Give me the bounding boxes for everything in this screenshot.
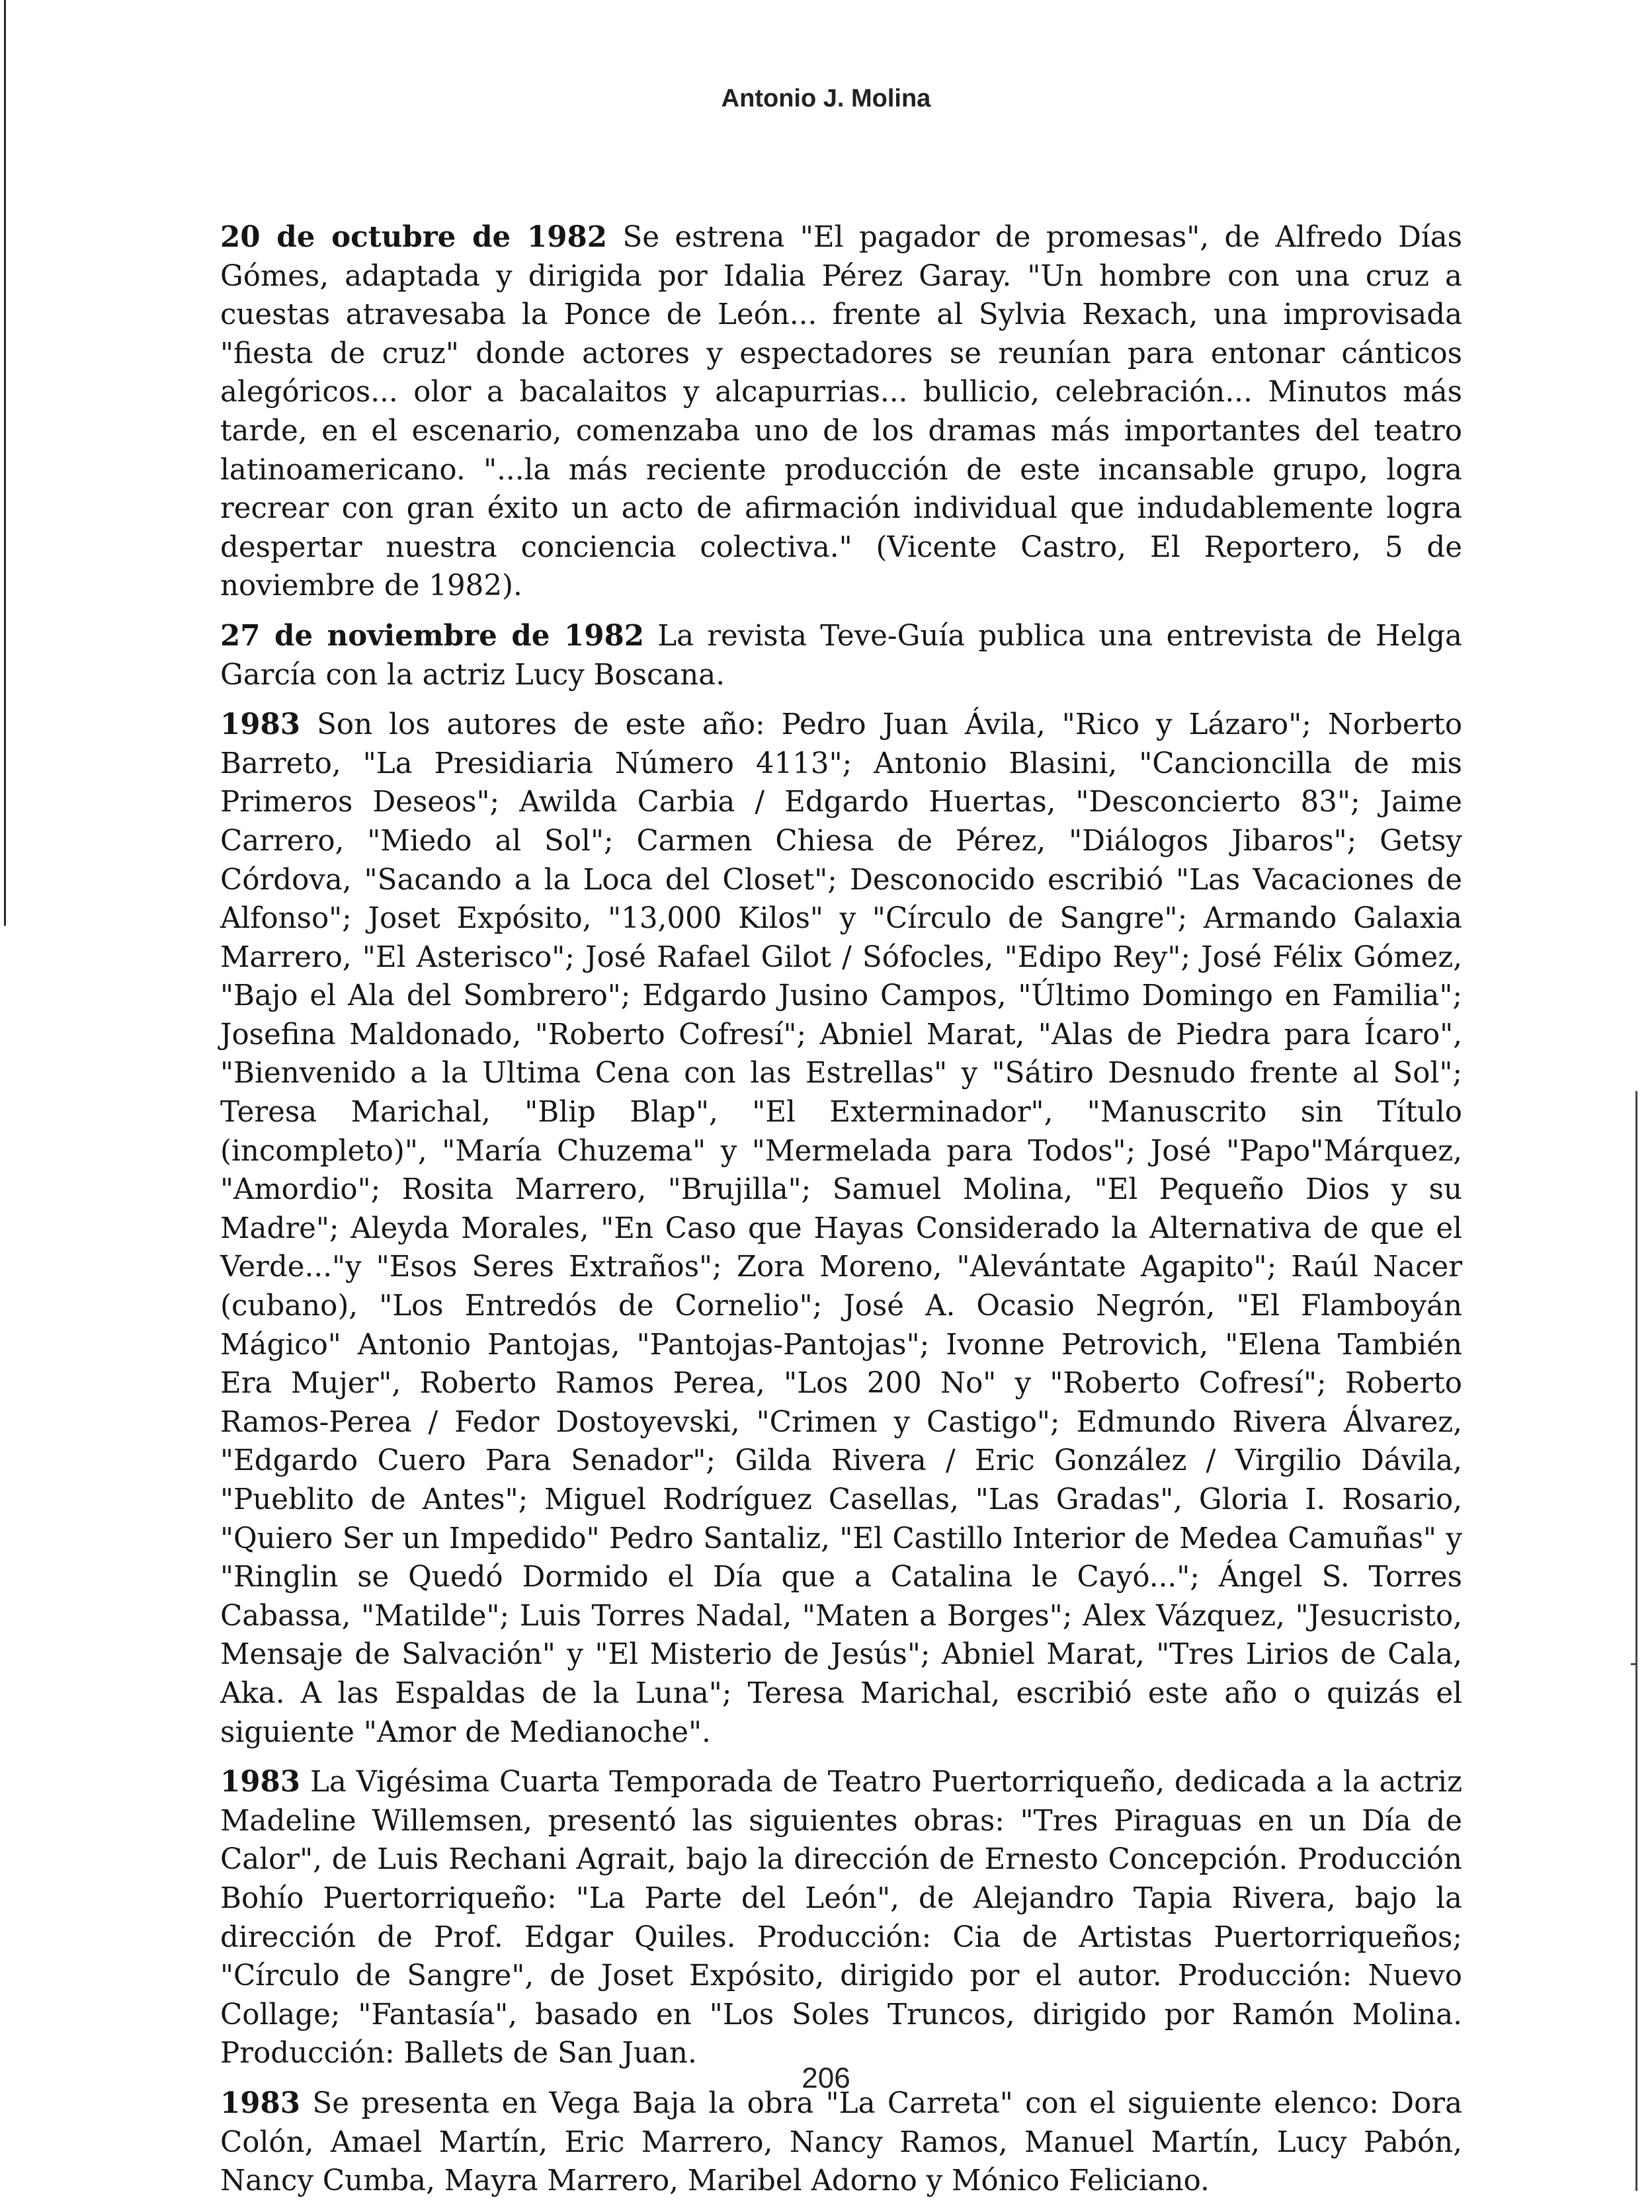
- entry-date: 27 de noviembre de 1982: [220, 618, 645, 653]
- entry-date: 20 de octubre de 1982: [220, 220, 608, 254]
- entry-1982-10-20: [220, 218, 1462, 606]
- entry-text: La Vigésima Cuarta Temporada de Teatro Puertorriqueño, dedicada a la actriz Madeline Willemsen, presentó las siguientes obras: "Tres Piraguas en un Día de Calor", de Luis Rechani Agrait, bajo la dirección de Ernesto Concepción. Producción Bohío Puertorriqueño: "La Parte del León", de Alejandro Tapia Rivera, bajo la dirección de Prof. Edgar Quiles. Producción: Cia de Artistas Puertorriqueños; "Círculo de Sangre", de Joset Expósito, dirigido por el autor. Producción: Nuevo Collage; "Fantasía", basado en "Los Soles Truncos, dirigido por Ramón Molina. Producción: Ballets de San Juan.: [220, 1766, 1463, 2070]
- entry-date: 1983: [220, 2086, 301, 2120]
- entry-1983-temporada: [220, 1763, 1462, 2073]
- entry-1983-vega-baja: [220, 2084, 1462, 2201]
- chronology-body: [220, 218, 1462, 2212]
- entry-date: 1983: [220, 1765, 301, 1799]
- running-header: Antonio J. Molina: [721, 85, 931, 112]
- entry-text: Se estrena "El pagador de promesas", de Alfredo Días Gómes, adaptada y dirigida por Idalia Pérez Garay. "Un hombre con una cruz a cuestas atravesaba la Ponce de León... frente al Sylvia Rexach, una improvisada "fiesta de cruz" donde actores y espectadores se reunían para entonar cánticos alegóricos... olor a bacalaitos y alcapurrias... bullicio, celebración... Minutos más tarde, en el escenario, comenzaba uno de los dramas más importantes del teatro latinoamericano. "...la más reciente producción de este incansable grupo, logra recrear con gran éxito un acto de afirmación individual que indudablemente logra despertar nuestra conciencia colectiva." (Vicente Castro, El Reportero, 5 de noviembre de 1982).: [220, 221, 1462, 603]
- entry-text: La revista Teve-Guía publica una entrevista de Helga García con la actriz Lucy Boscana.: [220, 619, 1462, 692]
- scan-edge-left: [4, 0, 6, 926]
- entry-text: Son los autores de este año: Pedro Juan Ávila, "Rico y Lázaro"; Norberto Barreto, "La Presidiaria Número 4113"; Antonio Blasini, "Cancioncilla de mis Primeros Deseos"; Awilda Carbia / Edgardo Huertas, "Desconcierto 83"; Jaime Carrero, "Miedo al Sol"; Carmen Chiesa de Pérez, "Diálogos Jibaros"; Getsy Córdova, "Sacando a la Loca del Closet"; Desconocido escribió "Las Vacaciones de Alfonso"; Joset Expósito, "13,000 Kilos" y "Círculo de Sangre"; Armando Galaxia Marrero, "El Asterisco"; José Rafael Gilot / Sófocles, "Edipo Rey"; José Félix Gómez, "Bajo el Ala del Sombrero"; Edgardo Jusino Campos, "Último Domingo en Familia"; Josefina Maldonado, "Roberto Cofresí"; Abniel Marat, "Alas de Piedra para Ícaro", "Bienvenido a la Ultima Cena con las Estrellas" y "Sátiro Desnudo frente al Sol"; Teresa Marichal, "Blip Blap", "El Exterminador", "Manuscrito sin Título (incompleto)", "María Chuzema" y "Mermelada para Todos"; José "Papo"Márquez, "Amordio"; Rosita Marrero, "Brujilla"; Samuel Molina, "El Pequeño Dios y su Madre"; Aleyda Morales, "En Caso que Hayas Considerado la Alternativa de que el Verde..."y "Esos Seres Extraños"; Zora Moreno, "Alevántate Agapito"; Raúl Nacer (cubano), "Los Entredós de Cornelio"; José A. Ocasio Negrón, "El Flamboyán Mágico" Antonio Pantojas, "Pantojas-Pantojas"; Ivonne Petrovich, "Elena También Era Mujer", Roberto Ramos Perea, "Los 200 No" y "Roberto Cofresí"; Roberto Ramos-Perea / Fedor Dostoyevski, "Crimen y Castigo"; Edmundo Rivera Álvarez, "Edgardo Cuero Para Senador"; Gilda Rivera / Eric González / Virgilio Dávila, "Pueblito de Antes"; Miguel Rodríguez Casellas, "Las Gradas", Gloria I. Rosario, "Quiero Ser un Impedido" Pedro Santaliz, "El Castillo Interior de Medea Camuñas" y "Ringlin se Quedó Dormido el Día que a Catalina le Cayó..."; Ángel S. Torres Cabassa, "Matilde"; Luis Torres Nadal, "Maten a Borges"; Alex Vázquez, "Jesucristo, Mensaje de Salvación" y "El Misterio de Jesús"; Abniel Marat, "Tres Lirios de Cala, Aka. A las Espaldas de la Luna"; Teresa Marichal, escribió este año o quizás el siguiente "Amor de Medianoche".: [220, 708, 1463, 1749]
- entry-1983-authors: [220, 706, 1462, 1752]
- scan-tick-right: [1631, 1663, 1637, 1665]
- entry-date: 1983: [220, 708, 301, 742]
- entry-1982-11-27: [220, 617, 1462, 694]
- entry-text: Se presenta en Vega Baja la obra "La Carreta" con el siguiente elenco: Dora Colón, Amael Martín, Eric Marrero, Nancy Ramos, Manuel Martín, Lucy Pabón, Nancy Cumba, Mayra Marrero, Maribel Adorno y Mónico Feliciano.: [220, 2086, 1462, 2198]
- scan-edge-right: [1635, 1091, 1637, 2191]
- page-number: 206: [802, 2062, 850, 2094]
